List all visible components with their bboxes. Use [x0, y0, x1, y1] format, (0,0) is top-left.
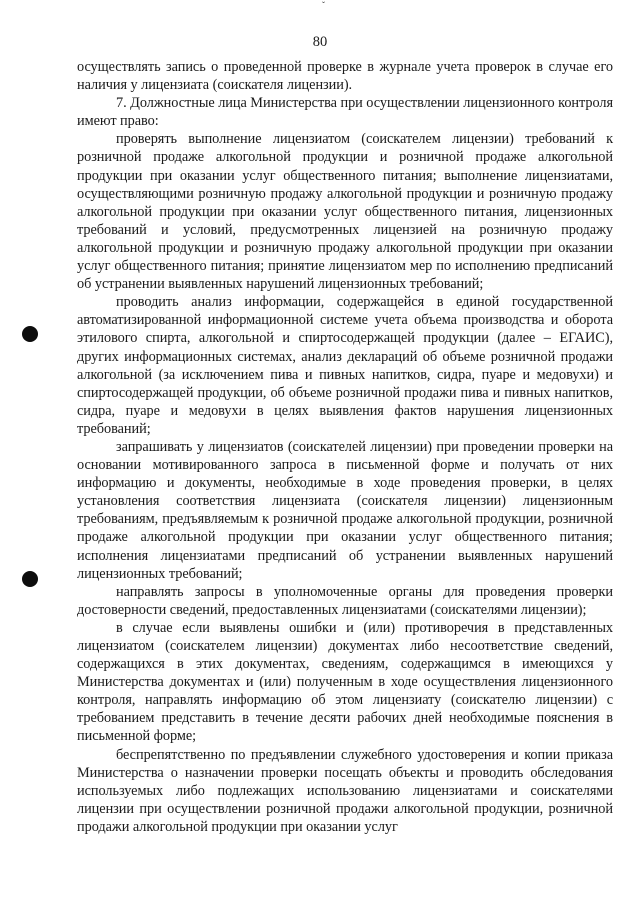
paragraph: беспрепятственно по предъявлении служебного удостоверения и копии приказа Министерства о назначении проверки посещать объекты и проводить обследования используемых либо подлежащих использованию лицензиатами и соискателями лицензии при осуществлении розничной продажи алкогольной продукции, розничной продажи алкогольной продукции при оказании услуг: [77, 746, 613, 835]
page-number: 80: [312, 34, 328, 50]
paragraph: проводить анализ информации, содержащейся в единой государственной автоматизированной информационной системе учета объема производства и оборота этилового спирта, алкогольной и спиртосодержащей продукции (далее – ЕГАИС), других информационных системах, анализ деклараций об объеме розничной продажи алкогольной (за исключением пива и пивных напитков, сидра, пуаре и медовухи) и спиртосодержащей продукции, об объеме розничной продажи пива и пивных напитков, сидра, пуаре и медовухи в целях выявления фактов нарушения лицензионных требований;: [77, 294, 613, 437]
paragraph: осуществлять запись о проведенной проверке в журнале учета проверок в случае его наличия у лицензиата (соискателя лицензии).: [77, 59, 613, 94]
punch-hole-mark: [22, 326, 38, 342]
punch-hole-mark: [22, 571, 38, 587]
document-body: [77, 58, 613, 836]
paragraph: проверять выполнение лицензиатом (соискателем лицензии) требований к розничной продаже алкогольной продукции и розничной продаже алкогольной продукции при оказании услуг общественного питания; выполнение лицензиатами, осуществляющими розничную продажу алкогольной продукции и розничную продажу алкогольной продукции при оказании услуг общественного питания, лицензионных требований и условий, предусмотренных лицензией на розничную продажу алкогольной продукции и розничную продажу алкогольной продукции при оказании услуг общественного питания; принятие лицензиатом мер по исполнению предписаний об устранении выявленных нарушений лицензионных требований;: [77, 131, 613, 293]
paragraph: в случае если выявлены ошибки и (или) противоречия в представленных лицензиатом (соискателем лицензии) документах либо несоответствие сведений, содержащихся в этих документах, сведениям, содержащимся в имеющихся у Министерства документах и (или) полученным в ходе осуществления лицензионного контроля, направлять информацию об этом лицензиату (соискателю лицензии) с требованием представить в течение десяти рабочих дней необходимые пояснения в письменной форме;: [77, 619, 613, 745]
paragraph: направлять запросы в уполномоченные органы для проведения проверки достоверности сведений, предоставленных лицензиатами (соискателями лицензии);: [77, 583, 613, 618]
paragraph: 7. Должностные лица Министерства при осуществлении лицензионного контроля имеют право:: [77, 95, 614, 130]
scan-mark: ˇ: [322, 0, 325, 10]
paragraph: запрашивать у лицензиатов (соискателей лицензии) при проведении проверки на основании мотивированного запроса в письменной форме и получать от них информацию и документы, необходимые в ходе проведения проверки, в целях установления соответствия лицензиата (соискателя лицензии) лицензионным требованиям, предъявляемым к розничной продаже алкогольной продукции, розничной продаже алкогольной продукции при оказании услуг общественного питания; исполнения лицензиатами предписаний об устранении выявленных нарушений лицензионных требований;: [77, 438, 613, 582]
